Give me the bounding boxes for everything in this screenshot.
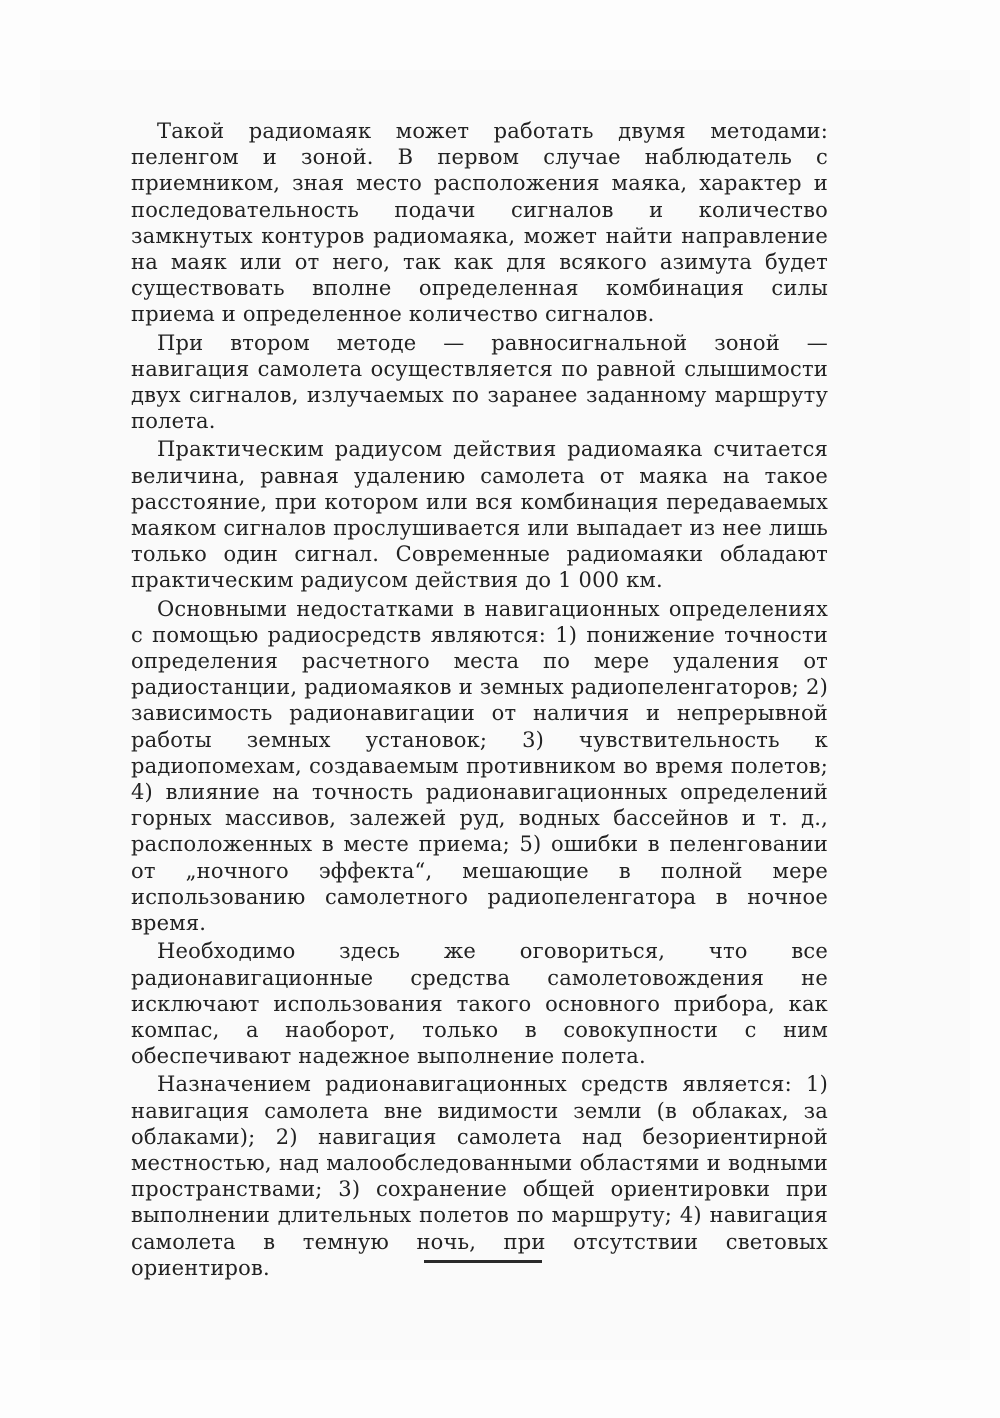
paragraph-2: При втором методе — равносигнальной зоной — навигация самолета осуществляется по равной слышимости двух сигналов, излучаемых по заранее заданному маршруту полета. [131,330,828,434]
section-end-rule [424,1260,542,1263]
paragraph-4: Основными недостатками в навигационных определениях с помощью радиосредств являются: 1) понижение точности определения расчетного места по мере удаления от радиостанции, радиомаяков и земных радиопеленгаторов; 2) зависимость радионавигации от наличия и непрерывной работы земных установок; 3) чувствительность к радиопомехам, создаваемым противником во время полетов; 4) влияние на точность радионавигационных определений горных массивов, залежей руд, водных бассейнов и т. д., расположенных в месте приема; 5) ошибки в пеленговании от „ночного эффекта“, мешающие в полной мере использованию самолетного радиопеленгатора в ночное время. [131,596,828,936]
paragraph-1: Такой радиомаяк может работать двумя методами: пеленгом и зоной. В первом случае наблюдатель с приемником, зная место расположения маяка, характер и последовательность подачи сигналов и количество замкнутых контуров радиомаяка, может найти направление на маяк или от него, так как для всякого азимута будет существовать вполне определенная комбинация силы приема и определенное количество сигналов. [131,119,828,327]
text-body [131,118,828,1281]
paragraph-3: Практическим радиусом действия радиомаяка считается величина, равная удалению самолета от маяка на такое расстояние, при котором или вся комбинация передаваемых маяком сигналов прослушивается или выпадает из нее лишь только один сигнал. Современные радиомаяки обладают практическим радиусом действия до 1 000 км. [131,437,828,593]
paragraph-6: Назначением радионавигационных средств является: 1) навигация самолета вне видимости земли (в облаках, за облаками); 2) навигация самолета над безориентирной местностью, над малообследованными областями и водными пространствами; 3) сохранение общей ориентировки при выполнении длительных полетов по маршруту; 4) навигация самолета в темную ночь, при отсутствии световых ориентиров. [131,1072,828,1280]
paragraph-5: Необходимо здесь же оговориться, что все радионавигационные средства самолетовождения не исключают использования такого основного прибора, как компас, а наоборот, только в совокупности с ним обеспечивают надежное выполнение полета. [131,939,828,1069]
